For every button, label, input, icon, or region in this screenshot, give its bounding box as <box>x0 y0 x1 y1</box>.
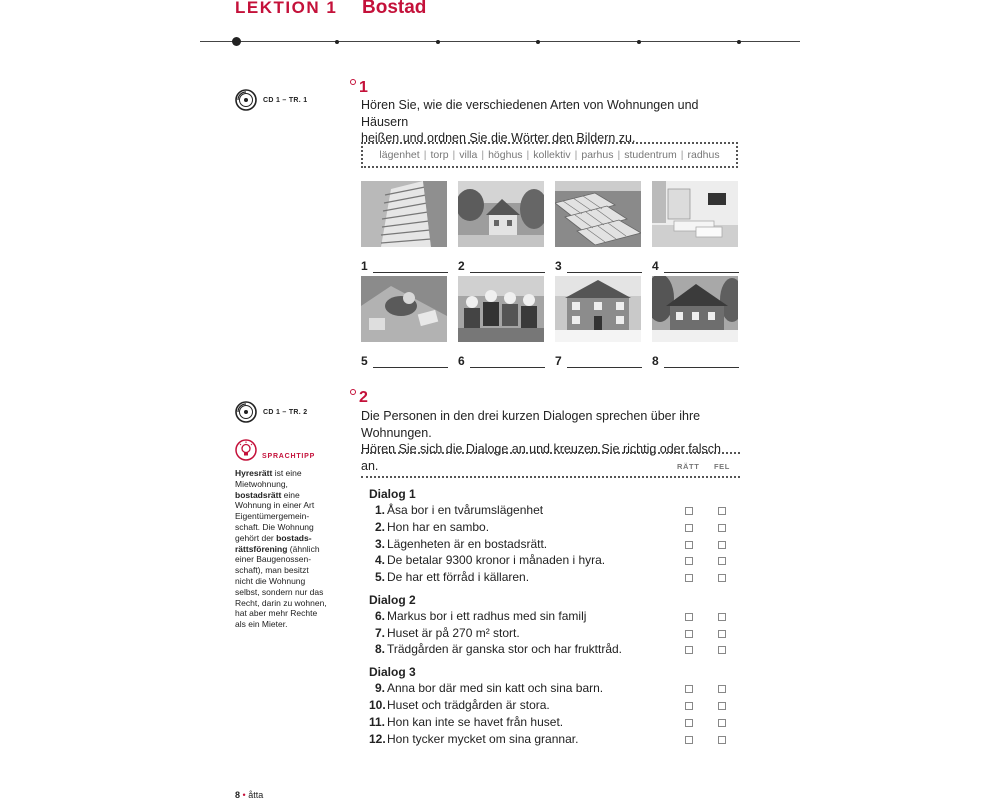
fel-checkbox[interactable] <box>718 630 726 638</box>
cd-track-2[interactable] <box>235 401 307 423</box>
page-number-word: åtta <box>248 790 264 800</box>
statement-number: 7. <box>374 626 385 640</box>
word: studentrum <box>624 149 677 161</box>
tip-text: ist eine Mietwohnung, <box>235 468 302 489</box>
answer-number: 4 <box>652 259 659 273</box>
apartment-interior-photo <box>652 181 738 247</box>
cd-icon <box>235 401 257 423</box>
statement-number: 8. <box>374 642 385 656</box>
statement-row <box>369 732 737 748</box>
exercise-marker-icon <box>350 79 356 85</box>
word: parhus <box>581 149 614 161</box>
column-header-fel: FEL <box>714 462 730 471</box>
statement-row <box>369 553 737 569</box>
exercise-2-number: 2 <box>359 389 368 406</box>
statement-text: De betalar 9300 kronor i månaden i hyra. <box>387 553 606 567</box>
footer-separator: • <box>242 790 246 800</box>
tip-text: eine Wohnung in einer Art Eigentümergemein-schaft. Die Wohnung gehört der <box>235 489 315 543</box>
answer-field[interactable] <box>555 259 642 273</box>
statement-text: Hon har en sambo. <box>387 520 490 534</box>
tip-term: bostads-rättsförening <box>235 532 312 554</box>
statement-text: Huset är på 270 m² stort. <box>387 626 520 640</box>
chapter-title: Bostad <box>362 0 427 18</box>
cottage-photo <box>652 276 738 342</box>
column-header-ratt: RÄTT <box>677 462 700 471</box>
ratt-checkbox[interactable] <box>685 630 693 638</box>
statement-row <box>369 503 737 519</box>
statement-text: Åsa bor i en tvårumslägenhet <box>387 503 544 517</box>
answer-field[interactable] <box>361 259 448 273</box>
word-bank: lägenhet | torp | villa | höghus | kollektiv | parhus | studentrum | radhus <box>361 142 738 168</box>
statement-text: Huset och trädgården är stora. <box>387 698 550 712</box>
exercise-1-number: 1 <box>359 79 368 96</box>
sprachtipp-title: SPRACHTIPP <box>262 453 316 460</box>
ratt-checkbox[interactable] <box>685 541 693 549</box>
answer-number: 7 <box>555 354 562 368</box>
cd-track-1[interactable] <box>235 89 307 111</box>
fel-checkbox[interactable] <box>718 702 726 710</box>
dialog-title: Dialog 2 <box>369 593 416 607</box>
tip-term: bostadsrätt <box>235 489 282 500</box>
ratt-checkbox[interactable] <box>685 574 693 582</box>
answer-field[interactable] <box>458 259 545 273</box>
exercise-marker-icon <box>350 389 356 395</box>
word: radhus <box>687 149 720 161</box>
word: villa <box>459 149 478 161</box>
answer-number: 2 <box>458 259 465 273</box>
word: torp <box>430 149 449 161</box>
statement-number: 6. <box>374 609 385 623</box>
statement-text: Lägenheten är en bostadsrätt. <box>387 537 548 551</box>
statement-text: Hon kan inte se havet från huset. <box>387 715 564 729</box>
statement-number: 11. <box>369 715 386 729</box>
dialog-title: Dialog 1 <box>369 487 416 501</box>
fel-checkbox[interactable] <box>718 736 726 744</box>
answer-number: 6 <box>458 354 465 368</box>
ratt-checkbox[interactable] <box>685 646 693 654</box>
statement-text: De har ett förråd i källaren. <box>387 570 530 584</box>
statement-row <box>369 609 737 625</box>
statement-row <box>369 626 737 642</box>
ratt-checkbox[interactable] <box>685 685 693 693</box>
ratt-checkbox[interactable] <box>685 719 693 727</box>
ratt-checkbox[interactable] <box>685 702 693 710</box>
answer-field[interactable] <box>458 354 545 368</box>
ratt-checkbox[interactable] <box>685 524 693 532</box>
timeline-dot <box>436 40 440 44</box>
answer-field[interactable] <box>555 354 642 368</box>
lesson-label: LEKTION 1 <box>235 0 338 17</box>
fel-checkbox[interactable] <box>718 574 726 582</box>
answer-number: 8 <box>652 354 659 368</box>
statement-number: 9. <box>374 681 385 695</box>
instruction-line: Die Personen in den drei kurzen Dialogen sprechen über ihre Wohnungen. <box>361 409 701 440</box>
statement-row <box>369 537 737 553</box>
statement-row <box>369 681 737 697</box>
answer-number: 1 <box>361 259 368 273</box>
statement-number: 1. <box>374 503 385 517</box>
statement-row <box>369 698 737 714</box>
statement-row <box>369 715 737 731</box>
sprachtipp-text <box>235 468 327 630</box>
statement-row <box>369 570 737 586</box>
page-footer <box>235 790 263 800</box>
dialog-title: Dialog 3 <box>369 665 416 679</box>
fel-checkbox[interactable] <box>718 719 726 727</box>
statement-number: 2. <box>374 520 385 534</box>
statement-text: Trädgården är ganska stor och har frukttråd. <box>387 642 623 656</box>
student-room-photo <box>361 276 447 342</box>
cd-track-label: CD 1 – TR. 2 <box>263 408 308 416</box>
answer-field[interactable] <box>652 259 739 273</box>
statement-number: 4. <box>374 553 385 567</box>
statement-text: Markus bor i ett radhus med sin familj <box>387 609 587 623</box>
rowhouses-photo <box>555 181 641 247</box>
instruction-line: heißen und ordnen Sie die Wörter den Bildern zu. <box>361 131 636 145</box>
instruction-line: Hören Sie sich die Dialoge an und kreuzen Sie richtig oder falsch an. <box>361 442 721 473</box>
answer-field[interactable] <box>361 354 448 368</box>
timeline-dot <box>536 40 540 44</box>
instruction-line: Hören Sie, wie die verschiedenen Arten von Wohnungen und Häusern <box>361 98 699 129</box>
statement-number: 3. <box>374 537 385 551</box>
statement-number: 12. <box>369 732 386 746</box>
timeline-dot <box>737 40 741 44</box>
exercise-1-instruction <box>361 97 741 147</box>
statement-row <box>369 520 737 536</box>
fel-checkbox[interactable] <box>718 685 726 693</box>
ratt-checkbox[interactable] <box>685 557 693 565</box>
tip-term: Hyresrätt <box>235 468 273 478</box>
statement-number: 10. <box>369 698 386 712</box>
timeline-dot-active <box>232 37 241 46</box>
ratt-checkbox[interactable] <box>685 613 693 621</box>
lightbulb-icon <box>235 439 257 461</box>
fel-checkbox[interactable] <box>718 557 726 565</box>
answer-number: 5 <box>361 354 368 368</box>
ratt-checkbox[interactable] <box>685 507 693 515</box>
statement-text: Hon tycker mycket om sina grannar. <box>387 732 579 746</box>
fel-checkbox[interactable] <box>718 646 726 654</box>
fel-checkbox[interactable] <box>718 541 726 549</box>
statement-text: Anna bor där med sin katt och sina barn. <box>387 681 604 695</box>
timeline-dot <box>637 40 641 44</box>
fel-checkbox[interactable] <box>718 613 726 621</box>
cd-icon <box>235 89 257 111</box>
word: höghus <box>488 149 523 161</box>
answer-field[interactable] <box>652 354 739 368</box>
villa-photo <box>458 181 544 247</box>
tip-text: (ähnlich einer Baugenossen-schaft), man besitzt nicht die Wohnung selbst, sondern nur das Recht, darin zu wohnen, hat aber mehr Rechte als ein Mieter. <box>235 543 327 630</box>
page-number: 8 <box>235 790 241 800</box>
dotted-divider <box>361 476 740 478</box>
fel-checkbox[interactable] <box>718 524 726 532</box>
cd-track-label: CD 1 – TR. 1 <box>263 96 308 104</box>
word: lägenhet <box>379 149 420 161</box>
statement-number: 5. <box>374 570 385 584</box>
semidetached-house-photo <box>555 276 641 342</box>
fel-checkbox[interactable] <box>718 507 726 515</box>
collective-photo <box>458 276 544 342</box>
answer-number: 3 <box>555 259 562 273</box>
timeline-dot <box>335 40 339 44</box>
ratt-checkbox[interactable] <box>685 736 693 744</box>
word: kollektiv <box>533 149 571 161</box>
dotted-divider <box>361 452 740 454</box>
statement-row <box>369 642 737 658</box>
progress-timeline <box>200 41 800 42</box>
highrise-photo <box>361 181 447 247</box>
